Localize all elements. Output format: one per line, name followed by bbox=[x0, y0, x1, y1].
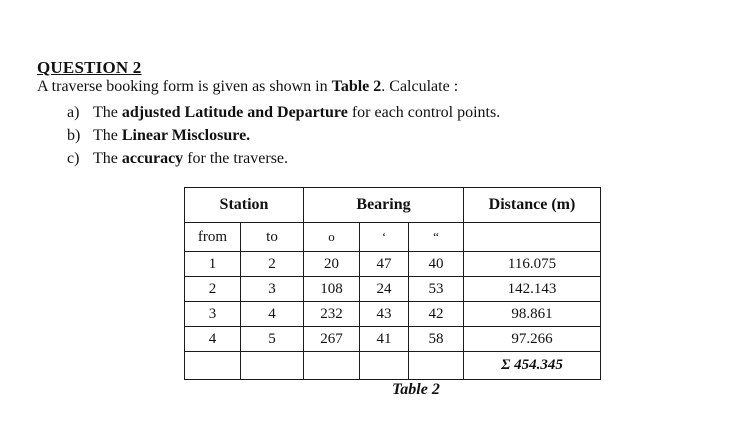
cell-minutes: 43 bbox=[360, 302, 409, 327]
task-text-end: for each control points. bbox=[347, 104, 501, 121]
table-total-row bbox=[185, 352, 601, 380]
task-item bbox=[67, 101, 500, 124]
subheader-distance-empty bbox=[464, 223, 601, 252]
degree-symbol: o bbox=[328, 228, 335, 244]
table-subheader-row bbox=[185, 223, 601, 252]
table-header-row bbox=[185, 188, 601, 223]
cell-to: 5 bbox=[241, 327, 304, 352]
task-bold-text: adjusted Latitude and Departure bbox=[121, 104, 348, 121]
empty-cell bbox=[360, 352, 409, 380]
empty-cell bbox=[409, 352, 464, 380]
cell-distance: 98.861 bbox=[464, 302, 601, 327]
table-row bbox=[185, 327, 601, 352]
second-symbol: “ bbox=[433, 228, 439, 244]
task-label: c) bbox=[67, 150, 80, 167]
task-text: The bbox=[93, 127, 122, 144]
subheader-from: from bbox=[185, 223, 241, 252]
header-bearing: Bearing bbox=[304, 188, 464, 223]
empty-cell bbox=[304, 352, 360, 380]
cell-minutes: 47 bbox=[360, 252, 409, 277]
task-label: b) bbox=[67, 127, 81, 144]
intro-table-ref: Table 2 bbox=[331, 78, 382, 95]
cell-degrees: 20 bbox=[304, 252, 360, 277]
task-item bbox=[67, 124, 500, 147]
cell-seconds: 42 bbox=[409, 302, 464, 327]
cell-degrees: 108 bbox=[304, 277, 360, 302]
cell-distance: 116.075 bbox=[464, 252, 601, 277]
task-label: a) bbox=[67, 104, 80, 121]
cell-seconds: 53 bbox=[409, 277, 464, 302]
subheader-to: to bbox=[241, 223, 304, 252]
table-row bbox=[185, 252, 601, 277]
empty-cell bbox=[185, 352, 241, 380]
cell-from: 1 bbox=[185, 252, 241, 277]
task-text: The bbox=[93, 104, 122, 121]
cell-minutes: 24 bbox=[360, 277, 409, 302]
cell-to: 2 bbox=[241, 252, 304, 277]
intro-text: A traverse booking form is given as shown in bbox=[37, 78, 332, 95]
question-intro bbox=[37, 78, 458, 96]
header-distance: Distance (m) bbox=[464, 188, 601, 223]
intro-text-end: . Calculate : bbox=[381, 78, 459, 95]
header-station: Station bbox=[185, 188, 304, 223]
cell-minutes: 41 bbox=[360, 327, 409, 352]
cell-distance: 97.266 bbox=[464, 327, 601, 352]
cell-degrees: 232 bbox=[304, 302, 360, 327]
cell-from: 3 bbox=[185, 302, 241, 327]
cell-to: 4 bbox=[241, 302, 304, 327]
question-title: QUESTION 2 bbox=[37, 58, 142, 77]
cell-distance: 142.143 bbox=[464, 277, 601, 302]
cell-seconds: 58 bbox=[409, 327, 464, 352]
cell-from: 4 bbox=[185, 327, 241, 352]
cell-to: 3 bbox=[241, 277, 304, 302]
task-text: The bbox=[93, 150, 122, 167]
task-bold-text: accuracy bbox=[121, 150, 184, 167]
table-caption: Table 2 bbox=[392, 381, 440, 398]
empty-cell bbox=[241, 352, 304, 380]
table-row bbox=[185, 302, 601, 327]
minute-symbol: ‘ bbox=[381, 228, 387, 244]
cell-from: 2 bbox=[185, 277, 241, 302]
cell-seconds: 40 bbox=[409, 252, 464, 277]
traverse-table bbox=[184, 187, 601, 380]
task-text-end: for the traverse. bbox=[183, 150, 289, 167]
total-distance: Σ 454.345 bbox=[464, 352, 601, 380]
cell-degrees: 267 bbox=[304, 327, 360, 352]
table-row bbox=[185, 277, 601, 302]
task-bold-text: Linear Misclosure. bbox=[121, 127, 251, 144]
task-list bbox=[67, 101, 500, 170]
task-item bbox=[67, 147, 500, 170]
